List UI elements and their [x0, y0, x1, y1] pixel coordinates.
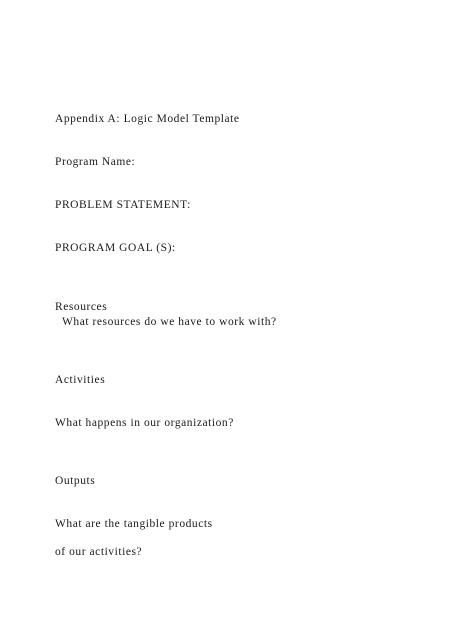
activities-question: What happens in our organization? — [55, 417, 234, 429]
resources-question: What resources do we have to work with? — [62, 316, 277, 328]
program-goals-label: PROGRAM GOAL (S): — [55, 242, 176, 254]
resources-heading: Resources — [55, 301, 108, 313]
problem-statement-label: PROBLEM STATEMENT: — [55, 199, 191, 211]
outputs-heading: Outputs — [55, 475, 96, 487]
program-name-label: Program Name: — [55, 156, 136, 168]
page-title: Appendix A: Logic Model Template — [55, 113, 240, 125]
outputs-question-line2: of our activities? — [55, 546, 143, 558]
activities-heading: Activities — [55, 374, 106, 386]
outputs-question-line1: What are the tangible products — [55, 518, 213, 530]
